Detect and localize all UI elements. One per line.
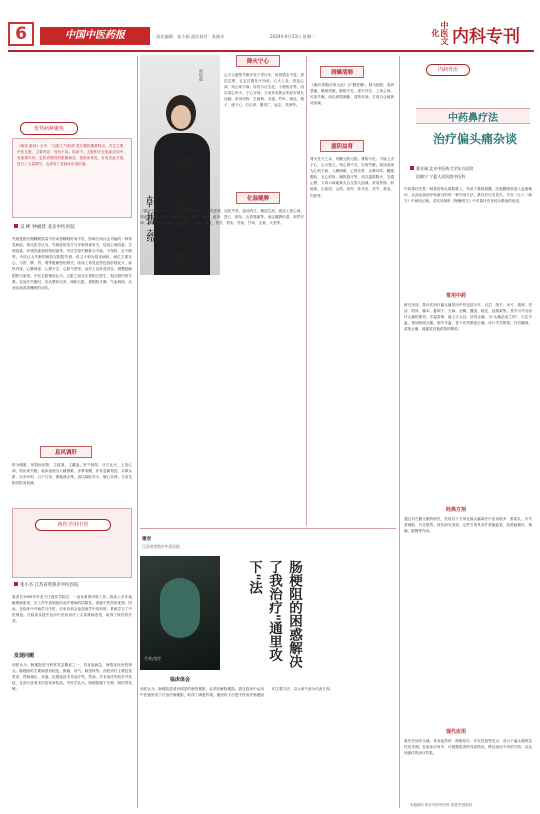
page-number-box: [8, 22, 34, 46]
author-line: 张小杰 江苏省常熟市中医医院: [20, 583, 79, 588]
culture-logo: [431, 18, 449, 48]
sec-ziyin: [320, 140, 364, 152]
tag-label: 优势病种聚焦: [33, 126, 64, 132]
body-clinic: 西医认为，肠梗阻患者有明显的肠管梗阻，必须先解除梗阻。我在临床中运用中医通里攻下法治疗肠梗阻，取得了满意效果。通里攻下法是中医治疗肠梗阻的主要方法，以大承气汤为代表方剂。: [140, 687, 334, 698]
body-runfei: 《素问·阴阳应象大论》言"肺恶燥"。肺为娇脏，喜润恶燥。燥邪伤肺，肺阴不足，虚火内生，上扰心神，可致失眠。治以养阴润肺、清热安神，方用百合地黄汤加减。: [310, 83, 394, 106]
surgeon-figure-icon: [160, 578, 200, 638]
sec-runfei: [320, 66, 364, 78]
right-body-4: 鼻疗法治疗头痛，具有起效快、简便易行、安全性高等优点，适合于偏头痛的急性发作期。在临床应用中，可根据患者的具体情况，辨证选用不同的方药，以达到最佳的治疗效果。: [404, 739, 532, 756]
page-number: 6: [15, 24, 27, 44]
left-body-3: 笔者自1990年毕业于江西医学院后，一直从事肾内科工作。临床上多年接触肾病患者，在工作中看到西医治疗肾病的局限性，深感中医药的优势。因此，在临床中开始学习中医，后来有机会参加西学中培训班，系统学习了中医理论。在临床实践中运用中医药治疗了大量肾病患者，取得了较好的疗效。: [12, 595, 132, 624]
section-title: 滋阴益肾: [330, 144, 353, 150]
author-vertical: 韩振蕴: [143, 195, 158, 246]
summary-box: [12, 138, 132, 218]
divider: [137, 56, 138, 808]
left-section-heading-2: [40, 446, 92, 458]
section-title: 降火宁心: [246, 59, 269, 65]
left-body-2: 肝为刚脏，体阴而用阳，主疏泄，主藏血。肝气郁结，日久化火，上扰心神，则出现失眠。临床表现为入睡困难，多梦易醒，伴有急躁易怒、头晕头胀、目赤耳鸣、口干口苦、便秘溲赤等。治以疏肝泻火、镇心安神，方用龙胆泻肝汤加减。: [12, 463, 132, 486]
section-title: 息风调肝: [54, 450, 77, 456]
author-3: [142, 536, 151, 542]
headline-vertical: 调五脏治失眠: [171, 155, 191, 269]
date-line: 2024年9月23日 星期一: [270, 34, 316, 39]
right-body-3: 通过对古籍文献的研究，发现以下方剂在偏头痛鼻疗中应用较多：都梁丸、川芎茶调散、芎芷散等。现代研究发现，这些方剂具有扩张脑血管、改善脑循环、镇痛、镇静等作用。: [404, 517, 532, 534]
column-title: 内科专刊: [452, 27, 520, 47]
headline-2-vertical: 肠梗阻的困惑解决了我治疗"通里攻下"法: [246, 560, 302, 668]
editor-line: 责任编辑：张小娟 责任校对：张晓卉: [156, 34, 225, 39]
right-author: [410, 166, 536, 172]
photo-caption: 手术/治疗: [144, 656, 162, 661]
author-name: 谢京: [142, 537, 152, 542]
author-mark-icon: [14, 582, 18, 586]
right-author-2: 段晓宁 宁夏人民医院中医科: [416, 174, 466, 179]
right-section-title-bar: [416, 108, 530, 124]
footer-note: 本版图片来自中国中医药 视觉中国资料: [410, 803, 473, 807]
section-title: 中药鼻疗法: [448, 112, 498, 124]
right-sub-1: 常用中药: [446, 293, 467, 299]
body-jiangxin: 心火亢盛型失眠多见于青壮年，常因情志不遂、思虑过度、五志过极化火所致。心火上炎，扰乱心神，则心烦不寐；伴有口舌生疮、小便短赤等。治以清心泻火、宁心安神，方用导赤散合朱砂安神丸加减。常用药物：生地黄、木通、竹叶、黄连、栀子、莲子心、灯心草、酸枣仁、远志、茯神等。: [224, 73, 304, 108]
section-title: 化湿健脾: [246, 196, 269, 202]
sec-huatan: [236, 192, 280, 204]
paper-name: 中国中医药报: [40, 27, 150, 45]
author-mark-icon: [410, 166, 414, 170]
right-body-2: 研究发现，鼻疗法治疗偏头痛常用中药包括川芎、白芷、细辛、冰片、薄荷、羌活、防风、藁本、蔓荆子、天麻、全蝎、僵蚕、地龙、延胡索等。其中川芎为治疗头痛的要药，辛温香窜，能上行头目，祛风止痛，为"头痛必用之药"。白芷辛温，善治阳明头痛。细辛辛温，善于祛风散寒止痛。冰片辛苦微寒，开窍醒神，清热止痛，能促进其他药物的吸收。: [404, 303, 532, 332]
tag-west-chinese: 西医学用中医: [35, 519, 111, 531]
summary-text: 《黄帝·素问》言中，"五脏之气相得"是长期的重要特点。内生主要，中医五脏，主要内容：具有不同。临床中，五脏相关在临床应用中，有重要作用。急性或慢性的脏腑病变，是临床常见，针灸在此方面，进行了大量研究，也体现了其临床应用价值。: [17, 144, 127, 167]
left-author-2: [14, 582, 132, 590]
left-tag-1: [20, 122, 78, 135]
mid-hrule: [140, 528, 396, 529]
masthead: [8, 18, 534, 50]
person-face-icon: [171, 105, 191, 129]
section-title: 润燥清肺: [330, 70, 353, 76]
masthead-rule: [8, 50, 534, 52]
photo-caption: 韩振蕴: [199, 69, 204, 81]
body-ziyin: 肾为先天之本，内藏元阴元阳。肾阴不足，不能上济于心，心火独亢，则心肾不交，出现失眠。临床表现为心烦不寐、入睡困难、心悸多梦、头晕耳鸣、腰膝酸软、五心烦热、潮热盗汗等。治以滋阴降火、交通心肾，方用六味地黄丸合交泰丸加减。常用药物：熟地黄、山茱萸、山药、泽泻、牡丹皮、茯苓、黄连、肉桂等。: [310, 157, 394, 198]
left-author: [14, 224, 132, 232]
right-sub-2: 经典方剂: [446, 507, 467, 513]
right-body-1: 中药鼻疗法是一种将药物从鼻腔吸入，作用于鼻腔黏膜，经黏膜吸收进入血液循环，从而达到治疗疾病目的的一种外治方法。鼻疗法历史悠久，早在《五十二病方》中就有记载。清代吴师机《理瀹骈文》中对鼻疗法有较为系统的论述。: [404, 187, 532, 204]
body-huatan: 《素问·逆调论》说："胃不和则卧不安。"脾胃虚弱，运化失常，湿浊内生，聚湿生痰，痰浊上扰心神，则出现失眠。临床表现为不寐、头重、胸闷、痰多、恶心、纳呆、舌苔厚腻等。治以健脾化湿、和胃安神，方用温胆汤加减。常用药物：半夏、陈皮、茯苓、枳实、竹茹、甘草、生姜、大枣等。: [140, 209, 304, 226]
right-headline: 治疗偏头痛杂谈: [432, 132, 517, 146]
author-line: 吴 彬 钟丽萱 北京中医医院: [20, 225, 75, 230]
left-body-1: 失眠是指长期睡眠质量不好或者睡眠时间不足，影响日间社会功能的一种常见病症。现代医学认为，失眠症的发生与多种因素有关，包括心理因素、生理因素、环境因素和药物因素等。中医学将失眠称为不寐、不得卧、目不瞑等。中医认为失眠的病机以阴阳失调、营卫不和为基本病机，病位主要在心，与肝、脾、胃、肾等脏腑密切相关。临床上常见证型包括肝郁化火、痰热内扰、心脾两虚、心肾不交、心胆气虚等。治疗上以补虚泻实、调整脏腑阴阳为原则。中医五脏理论认为，五脏之间存在着相互资生、相互制约的关系。在治疗失眠时，应从整体出发，调和五脏，使阴阳平衡，气血调和，从而达到改善睡眠的目的。: [12, 237, 132, 290]
right-sub-3: 现代应用: [446, 729, 467, 735]
left-section-3: [12, 508, 132, 578]
right-tag: 内病外治: [426, 64, 470, 76]
sec-clinic: 临床体会: [170, 677, 191, 683]
author-mark-icon: [14, 224, 18, 228]
left-body-4: 西医认为，肠梗阻是外科常见急腹症之一，具有起病急、病情变化快的特点。肠梗阻的主要病因有粘连、肿瘤、疝气、肠扭转等。西医治疗主要包括禁食、胃肠减压、补液、抗感染及手术治疗等。然而，手术治疗有较多并发症，且部分患者术后复发率较高。中医学认为，肠梗阻属于关格、肠结等范畴。: [12, 663, 132, 692]
author-line: 曹亚刚 北京中医药大学东方医院: [416, 166, 474, 171]
surgery-photo: [140, 556, 220, 670]
sec-jiangxin: [236, 55, 280, 67]
author-3-affil: 江苏省常熟市中医医院: [142, 544, 180, 549]
left-subtitle: 发现问题: [14, 653, 35, 659]
divider: [399, 56, 400, 808]
logo-text: 中医文化: [431, 21, 450, 45]
divider: [306, 56, 307, 526]
